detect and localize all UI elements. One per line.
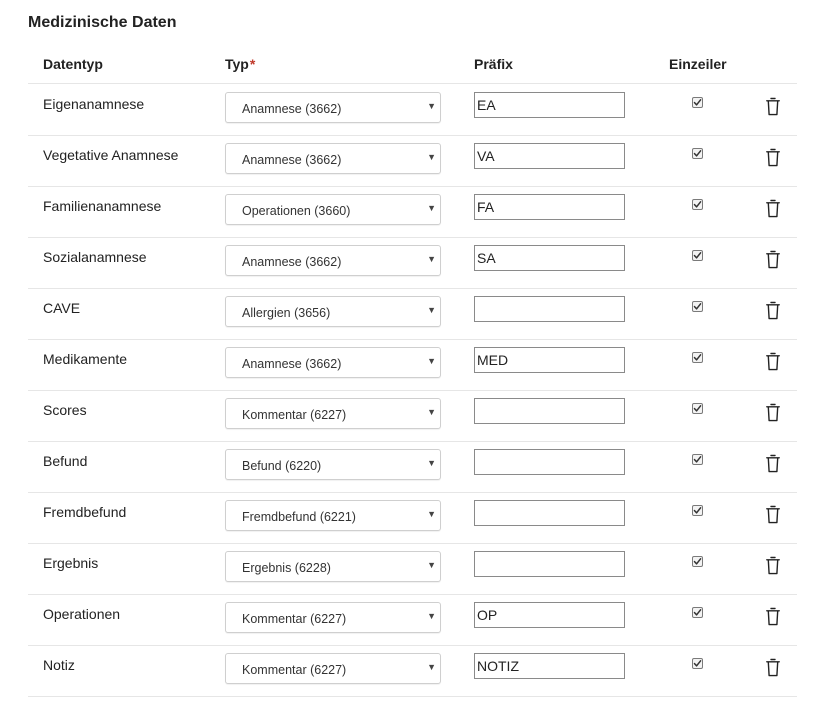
typ-select[interactable] xyxy=(225,602,441,633)
praefix-input[interactable] xyxy=(474,347,625,373)
einzeiler-checkbox[interactable] xyxy=(692,658,703,669)
datentyp-label: CAVE xyxy=(43,300,81,316)
typ-select[interactable] xyxy=(225,500,441,531)
checkmark-icon xyxy=(693,251,702,260)
einzeiler-checkbox[interactable] xyxy=(692,454,703,465)
table-row xyxy=(28,288,797,339)
datentyp-label: Befund xyxy=(43,453,88,469)
checkmark-icon xyxy=(693,455,702,464)
praefix-input[interactable] xyxy=(474,92,625,118)
section-title: Medizinische Daten xyxy=(28,14,177,31)
datentyp-label: Operationen xyxy=(43,606,121,622)
datentyp-label: Ergebnis xyxy=(43,555,99,571)
typ-select-value: Anamnese (3662) xyxy=(242,357,342,371)
typ-select-value: Ergebnis (6228) xyxy=(242,561,331,575)
typ-select-value: Operationen (3660) xyxy=(242,204,351,218)
typ-select[interactable] xyxy=(225,551,441,582)
praefix-input[interactable] xyxy=(474,653,625,679)
typ-select-value: Allergien (3656) xyxy=(242,306,331,320)
caret-down-icon: ▼ xyxy=(427,611,436,621)
trash-icon[interactable] xyxy=(766,97,780,116)
datentyp-label: Familienanamnese xyxy=(43,198,162,214)
datentyp-label: Medikamente xyxy=(43,351,128,367)
column-header-einzeiler: Einzeiler xyxy=(669,56,727,72)
trash-icon[interactable] xyxy=(766,607,780,626)
typ-select-value: Befund (6220) xyxy=(242,459,322,473)
typ-select[interactable] xyxy=(225,653,441,684)
typ-select[interactable] xyxy=(225,398,441,429)
praefix-input[interactable] xyxy=(474,551,625,577)
trash-icon[interactable] xyxy=(766,301,780,320)
caret-down-icon: ▼ xyxy=(427,152,436,162)
table-row xyxy=(28,237,797,288)
caret-down-icon: ▼ xyxy=(427,203,436,213)
praefix-input[interactable] xyxy=(474,194,625,220)
trash-icon[interactable] xyxy=(766,250,780,269)
einzeiler-checkbox[interactable] xyxy=(692,352,703,363)
checkmark-icon xyxy=(693,353,702,362)
checkmark-icon xyxy=(693,149,702,158)
datentyp-label: Sozialanamnese xyxy=(43,249,147,265)
datentyp-label: Fremdbefund xyxy=(43,504,127,520)
caret-down-icon: ▼ xyxy=(427,305,436,315)
caret-down-icon: ▼ xyxy=(427,509,436,519)
trash-icon[interactable] xyxy=(766,454,780,473)
table-row xyxy=(28,645,797,696)
einzeiler-checkbox[interactable] xyxy=(692,607,703,618)
praefix-input[interactable] xyxy=(474,398,625,424)
typ-select-value: Anamnese (3662) xyxy=(242,255,342,269)
einzeiler-checkbox[interactable] xyxy=(692,250,703,261)
einzeiler-checkbox[interactable] xyxy=(692,199,703,210)
typ-select[interactable] xyxy=(225,92,441,123)
trash-icon[interactable] xyxy=(766,148,780,167)
table-row xyxy=(28,390,797,441)
praefix-input[interactable] xyxy=(474,245,625,271)
datentyp-label: Eigenanamnese xyxy=(43,96,145,112)
einzeiler-checkbox[interactable] xyxy=(692,97,703,108)
column-header-praefix: Präfix xyxy=(474,56,513,72)
column-header-typ xyxy=(225,56,255,72)
typ-select[interactable] xyxy=(225,194,441,225)
column-header-datentyp: Datentyp xyxy=(43,56,103,72)
table-row xyxy=(28,186,797,237)
row-divider xyxy=(28,696,797,697)
einzeiler-checkbox[interactable] xyxy=(692,301,703,312)
caret-down-icon: ▼ xyxy=(427,407,436,417)
typ-select-value: Fremdbefund (6221) xyxy=(242,510,356,524)
trash-icon[interactable] xyxy=(766,403,780,422)
typ-select[interactable] xyxy=(225,245,441,276)
trash-icon[interactable] xyxy=(766,556,780,575)
table-row xyxy=(28,441,797,492)
required-marker: * xyxy=(249,56,256,72)
typ-select[interactable] xyxy=(225,296,441,327)
datentyp-label: Scores xyxy=(43,402,87,418)
table-row xyxy=(28,84,797,135)
einzeiler-checkbox[interactable] xyxy=(692,556,703,567)
praefix-input[interactable] xyxy=(474,449,625,475)
caret-down-icon: ▼ xyxy=(427,254,436,264)
trash-icon[interactable] xyxy=(766,199,780,218)
table-row xyxy=(28,543,797,594)
checkmark-icon xyxy=(693,608,702,617)
praefix-input[interactable] xyxy=(474,602,625,628)
typ-select-value: Anamnese (3662) xyxy=(242,153,342,167)
checkmark-icon xyxy=(693,659,702,668)
column-header-typ-label: Typ xyxy=(225,56,249,72)
table-row xyxy=(28,135,797,186)
table-row xyxy=(28,339,797,390)
checkmark-icon xyxy=(693,557,702,566)
typ-select-value: Kommentar (6227) xyxy=(242,663,347,677)
caret-down-icon: ▼ xyxy=(427,458,436,468)
typ-select[interactable] xyxy=(225,347,441,378)
checkmark-icon xyxy=(693,404,702,413)
einzeiler-checkbox[interactable] xyxy=(692,148,703,159)
trash-icon[interactable] xyxy=(766,658,780,677)
caret-down-icon: ▼ xyxy=(427,560,436,570)
typ-select[interactable] xyxy=(225,449,441,480)
typ-select-value: Kommentar (6227) xyxy=(242,612,347,626)
caret-down-icon: ▼ xyxy=(427,662,436,672)
table-row xyxy=(28,594,797,645)
trash-icon[interactable] xyxy=(766,505,780,524)
datentyp-label: Vegetative Anamnese xyxy=(43,147,179,163)
trash-icon[interactable] xyxy=(766,352,780,371)
praefix-input[interactable] xyxy=(474,143,625,169)
typ-select-value: Kommentar (6227) xyxy=(242,408,347,422)
praefix-input[interactable] xyxy=(474,500,625,526)
table-row xyxy=(28,492,797,543)
praefix-input[interactable] xyxy=(474,296,625,322)
checkmark-icon xyxy=(693,200,702,209)
einzeiler-checkbox[interactable] xyxy=(692,505,703,516)
caret-down-icon: ▼ xyxy=(427,356,436,366)
einzeiler-checkbox[interactable] xyxy=(692,403,703,414)
caret-down-icon: ▼ xyxy=(427,101,436,111)
datentyp-label: Notiz xyxy=(43,657,75,673)
checkmark-icon xyxy=(693,506,702,515)
checkmark-icon xyxy=(693,302,702,311)
typ-select-value: Anamnese (3662) xyxy=(242,102,342,116)
checkmark-icon xyxy=(693,98,702,107)
typ-select[interactable] xyxy=(225,143,441,174)
